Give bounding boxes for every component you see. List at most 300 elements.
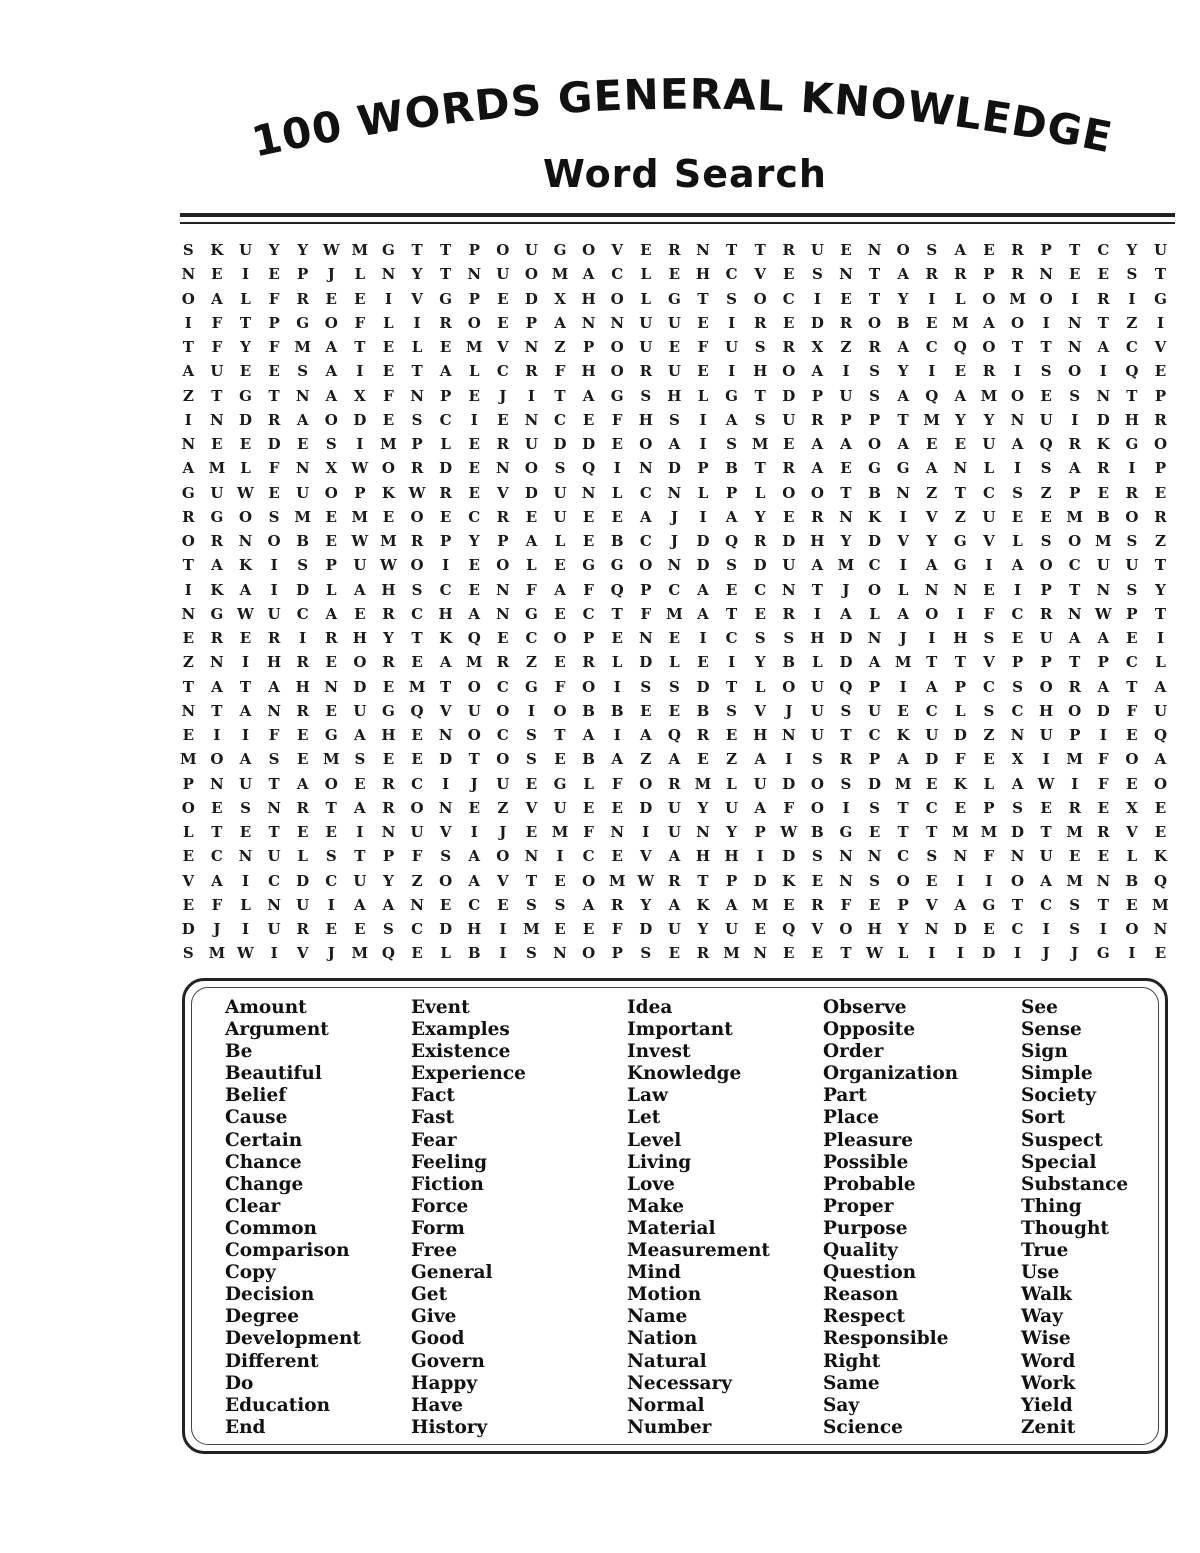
grid-cell[interactable]: U <box>725 920 739 938</box>
grid-cell[interactable]: T <box>182 677 194 696</box>
grid-cell[interactable]: N <box>524 410 539 429</box>
grid-cell[interactable]: D <box>1011 823 1025 841</box>
grid-cell[interactable]: E <box>354 774 366 793</box>
word-list-item[interactable]: Form <box>411 1217 465 1239</box>
word-list-item[interactable]: Happy <box>411 1372 478 1394</box>
grid-cell[interactable]: A <box>582 386 595 405</box>
grid-cell[interactable]: U <box>1039 726 1053 744</box>
grid-cell[interactable]: E <box>296 750 309 769</box>
grid-cell[interactable]: T <box>268 386 280 405</box>
grid-cell[interactable]: O <box>439 871 453 890</box>
grid-cell[interactable]: I <box>956 944 964 963</box>
grid-cell[interactable]: A <box>754 798 766 817</box>
grid-cell[interactable]: F <box>783 798 795 817</box>
grid-cell[interactable]: U <box>238 774 253 793</box>
grid-cell[interactable]: D <box>839 629 853 647</box>
grid-cell[interactable]: I <box>728 362 736 381</box>
grid-cell[interactable]: H <box>581 362 596 381</box>
grid-cell[interactable]: A <box>811 459 824 478</box>
grid-cell[interactable]: U <box>238 241 253 259</box>
grid-cell[interactable]: D <box>1096 701 1110 720</box>
grid-cell[interactable]: R <box>1068 435 1081 453</box>
grid-cell[interactable]: S <box>754 629 766 647</box>
grid-cell[interactable]: Z <box>525 653 537 672</box>
grid-cell[interactable]: V <box>925 507 938 526</box>
grid-cell[interactable]: I <box>613 677 621 696</box>
grid-cell[interactable]: N <box>467 265 482 284</box>
word-list-item[interactable]: Observe <box>823 997 907 1018</box>
word-list-item[interactable]: Number <box>627 1416 712 1438</box>
grid-cell[interactable]: G <box>210 507 224 526</box>
grid-cell[interactable]: P <box>268 313 280 332</box>
grid-cell[interactable]: W <box>866 944 883 963</box>
grid-cell[interactable]: T <box>840 944 852 963</box>
grid-cell[interactable]: T <box>1069 241 1081 259</box>
grid-cell[interactable]: P <box>468 241 480 259</box>
grid-cell[interactable]: N <box>1067 604 1082 623</box>
grid-cell[interactable]: M <box>322 750 340 769</box>
grid-cell[interactable]: S <box>1069 386 1081 405</box>
grid-cell[interactable]: L <box>812 653 823 672</box>
grid-cell[interactable]: I <box>1128 944 1136 963</box>
grid-cell[interactable]: R <box>267 629 281 647</box>
grid-cell[interactable]: Z <box>840 338 852 356</box>
grid-cell[interactable]: C <box>668 580 681 599</box>
grid-cell[interactable]: O <box>410 556 424 575</box>
grid-cell[interactable]: D <box>524 483 538 502</box>
grid-cell[interactable]: A <box>725 410 738 429</box>
grid-cell[interactable]: K <box>439 629 453 647</box>
grid-cell[interactable]: F <box>640 604 652 623</box>
grid-cell[interactable]: M <box>1066 823 1083 841</box>
grid-cell[interactable]: K <box>210 241 224 259</box>
grid-cell[interactable]: B <box>610 532 624 550</box>
grid-cell[interactable]: A <box>211 556 223 575</box>
grid-cell[interactable]: A <box>811 556 824 575</box>
grid-cell[interactable]: N <box>381 823 396 841</box>
grid-cell[interactable]: M <box>751 895 769 914</box>
grid-cell[interactable]: P <box>354 483 366 502</box>
grid-cell[interactable]: H <box>667 386 682 405</box>
word-list-item[interactable]: Word <box>1021 1350 1076 1372</box>
grid-cell[interactable]: P <box>1154 459 1167 478</box>
grid-cell[interactable]: M <box>666 604 683 623</box>
grid-cell[interactable]: T <box>468 750 480 769</box>
grid-cell[interactable]: K <box>868 507 882 526</box>
grid-cell[interactable]: M <box>1009 289 1026 308</box>
grid-cell[interactable]: G <box>324 726 338 744</box>
grid-cell[interactable]: L <box>726 774 737 793</box>
grid-cell[interactable]: A <box>211 289 223 308</box>
word-list-item[interactable]: Beautiful <box>225 1063 322 1085</box>
grid-cell[interactable]: E <box>697 653 709 672</box>
grid-cell[interactable]: I <box>356 823 364 841</box>
grid-cell[interactable]: S <box>354 750 366 769</box>
grid-cell[interactable]: G <box>181 483 195 502</box>
grid-cell[interactable]: D <box>953 726 967 744</box>
grid-cell[interactable]: I <box>470 410 478 429</box>
grid-cell[interactable]: U <box>1153 241 1168 259</box>
grid-cell[interactable]: N <box>1010 410 1025 429</box>
grid-cell[interactable]: A <box>840 604 852 623</box>
grid-cell[interactable]: A <box>897 604 909 623</box>
grid-cell[interactable]: A <box>1040 871 1052 890</box>
grid-cell[interactable]: D <box>439 920 453 938</box>
grid-cell[interactable]: I <box>184 410 192 429</box>
grid-cell[interactable]: R <box>1097 823 1110 841</box>
grid-cell[interactable]: E <box>1097 483 1110 502</box>
grid-cell[interactable]: M <box>465 338 483 356</box>
grid-cell[interactable]: A <box>668 847 681 866</box>
grid-cell[interactable]: H <box>438 604 453 623</box>
grid-cell[interactable]: A <box>668 895 681 914</box>
grid-cell[interactable]: N <box>924 580 939 599</box>
grid-cell[interactable]: M <box>551 823 569 841</box>
grid-cell[interactable]: N <box>1096 871 1111 890</box>
grid-cell[interactable]: H <box>381 580 396 599</box>
grid-cell[interactable]: D <box>181 920 195 938</box>
grid-cell[interactable]: O <box>553 701 567 720</box>
grid-cell[interactable]: S <box>325 435 337 453</box>
grid-cell[interactable]: P <box>382 847 395 866</box>
grid-cell[interactable]: U <box>810 241 824 259</box>
grid-cell[interactable]: I <box>842 798 850 817</box>
grid-cell[interactable]: S <box>926 241 938 259</box>
grid-cell[interactable]: P <box>754 823 766 841</box>
grid-cell[interactable]: B <box>725 459 738 478</box>
grid-cell[interactable]: A <box>840 435 852 453</box>
grid-cell[interactable]: I <box>270 580 278 599</box>
grid-cell[interactable]: U <box>925 726 939 744</box>
grid-cell[interactable]: E <box>1154 823 1167 841</box>
grid-cell[interactable]: F <box>983 847 995 866</box>
grid-cell[interactable]: J <box>327 944 335 963</box>
grid-cell[interactable]: L <box>697 483 709 502</box>
grid-cell[interactable]: H <box>467 920 482 938</box>
word-list-item[interactable]: Be <box>225 1041 253 1063</box>
grid-cell[interactable]: R <box>1097 459 1110 478</box>
grid-cell[interactable]: E <box>840 241 852 259</box>
grid-cell[interactable]: F <box>526 580 537 599</box>
grid-cell[interactable]: B <box>610 701 624 720</box>
grid-cell[interactable]: N <box>267 798 281 817</box>
grid-cell[interactable]: E <box>754 920 766 938</box>
grid-cell[interactable]: T <box>697 289 709 308</box>
grid-cell[interactable]: R <box>296 798 309 817</box>
grid-cell[interactable]: N <box>553 944 567 963</box>
grid-cell[interactable]: J <box>785 701 793 720</box>
grid-cell[interactable]: E <box>468 483 480 502</box>
grid-cell[interactable]: E <box>1068 265 1081 284</box>
grid-cell[interactable]: I <box>241 726 249 744</box>
word-list-item[interactable]: Argument <box>225 1019 329 1041</box>
grid-cell[interactable]: I <box>556 847 564 866</box>
grid-cell[interactable]: O <box>181 532 195 550</box>
grid-cell[interactable]: I <box>499 944 507 963</box>
grid-cell[interactable]: Z <box>983 726 995 744</box>
grid-cell[interactable]: L <box>383 313 394 332</box>
grid-cell[interactable]: Q <box>381 944 395 963</box>
grid-cell[interactable]: I <box>384 289 392 308</box>
grid-cell[interactable]: P <box>868 410 881 429</box>
grid-cell[interactable]: Q <box>782 920 796 938</box>
grid-cell[interactable]: V <box>411 289 423 308</box>
grid-cell[interactable]: O <box>582 871 596 890</box>
grid-cell[interactable]: H <box>810 629 825 647</box>
grid-cell[interactable]: O <box>896 241 910 259</box>
grid-cell[interactable]: R <box>811 507 824 526</box>
word-list-item[interactable]: Responsible <box>823 1328 949 1350</box>
grid-cell[interactable]: L <box>754 483 766 502</box>
grid-cell[interactable]: A <box>354 726 366 744</box>
grid-cell[interactable]: I <box>1099 362 1107 381</box>
grid-cell[interactable]: A <box>897 265 909 284</box>
word-list-item[interactable]: Fiction <box>411 1173 484 1195</box>
grid-cell[interactable]: R <box>1011 265 1024 284</box>
grid-cell[interactable]: R <box>410 532 424 550</box>
word-list-item[interactable]: Wise <box>1021 1328 1071 1350</box>
grid-cell[interactable]: V <box>497 871 509 890</box>
grid-cell[interactable]: C <box>1125 338 1138 356</box>
grid-cell[interactable]: U <box>667 798 681 817</box>
grid-cell[interactable]: S <box>325 847 337 866</box>
grid-cell[interactable]: E <box>439 338 452 356</box>
grid-cell[interactable]: E <box>840 459 852 478</box>
grid-cell[interactable]: A <box>697 580 709 599</box>
grid-cell[interactable]: O <box>324 313 338 332</box>
grid-cell[interactable]: R <box>210 629 224 647</box>
grid-cell[interactable]: H <box>581 289 596 308</box>
grid-cell[interactable]: G <box>210 604 224 623</box>
word-list-item[interactable]: Make <box>627 1195 685 1217</box>
grid-cell[interactable]: F <box>354 313 366 332</box>
grid-cell[interactable]: O <box>610 289 624 308</box>
grid-cell[interactable]: T <box>926 653 938 672</box>
grid-cell[interactable]: P <box>697 459 709 478</box>
grid-cell[interactable]: O <box>582 944 596 963</box>
grid-cell[interactable]: S <box>1126 265 1138 284</box>
grid-cell[interactable]: O <box>467 313 481 332</box>
grid-cell[interactable]: V <box>439 701 452 720</box>
grid-cell[interactable]: L <box>440 944 451 963</box>
grid-cell[interactable]: Q <box>582 459 596 478</box>
grid-cell[interactable]: T <box>440 241 452 259</box>
grid-cell[interactable]: T <box>725 677 738 696</box>
grid-cell[interactable]: N <box>696 823 710 841</box>
grid-cell[interactable]: Y <box>754 507 766 526</box>
grid-cell[interactable]: B <box>1096 507 1110 526</box>
grid-cell[interactable]: E <box>497 895 509 914</box>
word-list-item[interactable]: Sort <box>1021 1107 1065 1129</box>
grid-cell[interactable]: N <box>638 629 653 647</box>
grid-cell[interactable]: I <box>1042 313 1050 332</box>
grid-cell[interactable]: Y <box>897 920 909 938</box>
grid-cell[interactable]: U <box>839 386 853 405</box>
grid-cell[interactable]: D <box>953 920 967 938</box>
grid-cell[interactable]: N <box>953 580 968 599</box>
grid-cell[interactable]: H <box>695 265 711 284</box>
grid-cell[interactable]: D <box>868 774 882 793</box>
grid-cell[interactable]: D <box>1096 410 1110 429</box>
grid-cell[interactable]: C <box>1011 604 1024 623</box>
word-list-item[interactable]: Chance <box>225 1151 302 1173</box>
grid-cell[interactable]: D <box>696 556 710 575</box>
grid-cell[interactable]: L <box>754 677 766 696</box>
grid-cell[interactable]: C <box>468 895 481 914</box>
grid-cell[interactable]: U <box>810 701 824 720</box>
grid-cell[interactable]: K <box>896 726 910 744</box>
grid-cell[interactable]: K <box>953 774 967 793</box>
grid-cell[interactable]: E <box>1068 847 1081 866</box>
grid-cell[interactable]: E <box>239 435 252 453</box>
grid-cell[interactable]: O <box>1068 701 1082 720</box>
grid-cell[interactable]: E <box>382 507 395 526</box>
grid-cell[interactable]: F <box>1097 750 1109 769</box>
grid-cell[interactable]: W <box>1037 774 1055 793</box>
grid-cell[interactable]: J <box>1071 944 1079 963</box>
grid-cell[interactable]: U <box>467 701 481 720</box>
grid-cell[interactable]: T <box>897 798 909 817</box>
word-list-item[interactable]: Existence <box>411 1041 511 1063</box>
word-list-item[interactable]: Fear <box>411 1129 457 1151</box>
grid-cell[interactable]: U <box>267 920 281 938</box>
word-list-item[interactable]: Belief <box>225 1085 287 1107</box>
grid-cell[interactable]: R <box>382 653 395 672</box>
grid-cell[interactable]: U <box>667 920 681 938</box>
grid-cell[interactable]: N <box>953 847 968 866</box>
word-list-item[interactable]: Possible <box>823 1151 909 1173</box>
grid-cell[interactable]: I <box>1014 362 1022 381</box>
grid-cell[interactable]: N <box>181 604 196 623</box>
grid-cell[interactable]: J <box>670 532 678 550</box>
grid-cell[interactable]: A <box>554 580 566 599</box>
grid-cell[interactable]: O <box>1068 362 1082 381</box>
grid-cell[interactable]: S <box>554 459 566 478</box>
grid-cell[interactable]: D <box>753 871 767 890</box>
grid-cell[interactable]: O <box>410 507 424 526</box>
grid-cell[interactable]: T <box>325 798 337 817</box>
grid-cell[interactable]: E <box>783 435 795 453</box>
grid-cell[interactable]: N <box>1153 920 1168 938</box>
grid-cell[interactable]: D <box>353 677 367 696</box>
grid-cell[interactable]: E <box>182 847 195 866</box>
grid-cell[interactable]: H <box>724 847 739 866</box>
grid-cell[interactable]: E <box>754 604 766 623</box>
grid-cell[interactable]: G <box>953 532 967 550</box>
grid-cell[interactable]: T <box>211 701 223 720</box>
grid-cell[interactable]: S <box>1069 920 1081 938</box>
grid-cell[interactable]: O <box>467 677 481 696</box>
grid-cell[interactable]: E <box>1154 798 1167 817</box>
grid-cell[interactable]: T <box>1069 580 1081 599</box>
grid-cell[interactable]: V <box>925 895 938 914</box>
grid-cell[interactable]: O <box>324 410 338 429</box>
grid-cell[interactable]: M <box>894 774 912 793</box>
grid-cell[interactable]: I <box>213 726 221 744</box>
grid-cell[interactable]: T <box>697 871 709 890</box>
grid-cell[interactable]: S <box>869 362 880 381</box>
grid-cell[interactable]: C <box>1068 556 1081 575</box>
grid-cell[interactable]: I <box>1128 289 1136 308</box>
grid-cell[interactable]: C <box>439 410 452 429</box>
grid-cell[interactable]: I <box>527 386 535 405</box>
word-list-item[interactable]: Important <box>627 1019 733 1041</box>
grid-cell[interactable]: I <box>1156 313 1164 332</box>
grid-cell[interactable]: N <box>867 241 882 259</box>
grid-cell[interactable]: E <box>211 435 223 453</box>
grid-cell[interactable]: H <box>695 847 711 866</box>
grid-cell[interactable]: I <box>699 410 707 429</box>
grid-cell[interactable]: R <box>839 313 853 332</box>
grid-cell[interactable]: T <box>411 241 423 259</box>
grid-cell[interactable]: E <box>554 920 566 938</box>
grid-cell[interactable]: O <box>1039 677 1053 696</box>
grid-cell[interactable]: O <box>496 241 510 259</box>
grid-cell[interactable]: E <box>1011 507 1024 526</box>
grid-cell[interactable]: E <box>382 750 395 769</box>
grid-cell[interactable]: E <box>697 313 709 332</box>
grid-cell[interactable]: L <box>554 532 566 550</box>
word-list-item[interactable]: Free <box>411 1240 458 1262</box>
grid-cell[interactable]: I <box>928 944 936 963</box>
grid-cell[interactable]: P <box>1154 386 1167 405</box>
grid-cell[interactable]: D <box>782 774 796 793</box>
grid-cell[interactable]: N <box>1067 313 1082 332</box>
grid-cell[interactable]: T <box>525 871 537 890</box>
grid-cell[interactable]: M <box>1066 507 1083 526</box>
grid-cell[interactable]: E <box>811 871 824 890</box>
word-list-item[interactable]: Give <box>411 1306 457 1328</box>
word-list-item[interactable]: Right <box>823 1350 881 1372</box>
grid-cell[interactable]: Y <box>697 920 709 938</box>
word-list-item[interactable]: Order <box>823 1041 884 1063</box>
grid-cell[interactable]: R <box>782 338 795 356</box>
grid-cell[interactable]: R <box>382 604 395 623</box>
grid-cell[interactable]: S <box>1040 532 1052 550</box>
grid-cell[interactable]: E <box>296 726 309 744</box>
word-list-item[interactable]: Comparison <box>225 1240 350 1262</box>
grid-cell[interactable]: E <box>1126 895 1138 914</box>
grid-cell[interactable]: Y <box>1126 241 1138 259</box>
word-list-item[interactable]: Necessary <box>627 1372 733 1394</box>
grid-cell[interactable]: E <box>926 313 938 332</box>
grid-cell[interactable]: C <box>496 362 509 381</box>
grid-cell[interactable]: D <box>782 532 796 550</box>
grid-cell[interactable]: N <box>1010 726 1025 744</box>
grid-cell[interactable]: E <box>954 435 967 453</box>
grid-cell[interactable]: Q <box>1153 871 1168 890</box>
grid-cell[interactable]: N <box>581 483 596 502</box>
grid-cell[interactable]: R <box>639 362 653 381</box>
grid-cell[interactable]: P <box>1069 726 1081 744</box>
grid-cell[interactable]: N <box>839 507 853 526</box>
grid-cell[interactable]: T <box>554 386 566 405</box>
grid-cell[interactable]: E <box>325 653 337 672</box>
grid-cell[interactable]: F <box>268 459 280 478</box>
word-list-item[interactable]: Common <box>225 1217 318 1239</box>
grid-cell[interactable]: A <box>296 774 309 793</box>
grid-cell[interactable]: E <box>325 532 337 550</box>
grid-cell[interactable]: I <box>442 556 450 575</box>
grid-cell[interactable]: V <box>611 241 624 259</box>
grid-cell[interactable]: C <box>582 604 595 623</box>
grid-cell[interactable]: R <box>782 459 795 478</box>
grid-cell[interactable]: O <box>925 604 939 623</box>
grid-cell[interactable]: W <box>780 823 798 841</box>
grid-cell[interactable]: M <box>208 459 226 478</box>
grid-cell[interactable]: Q <box>667 726 681 744</box>
grid-cell[interactable]: D <box>667 459 681 478</box>
